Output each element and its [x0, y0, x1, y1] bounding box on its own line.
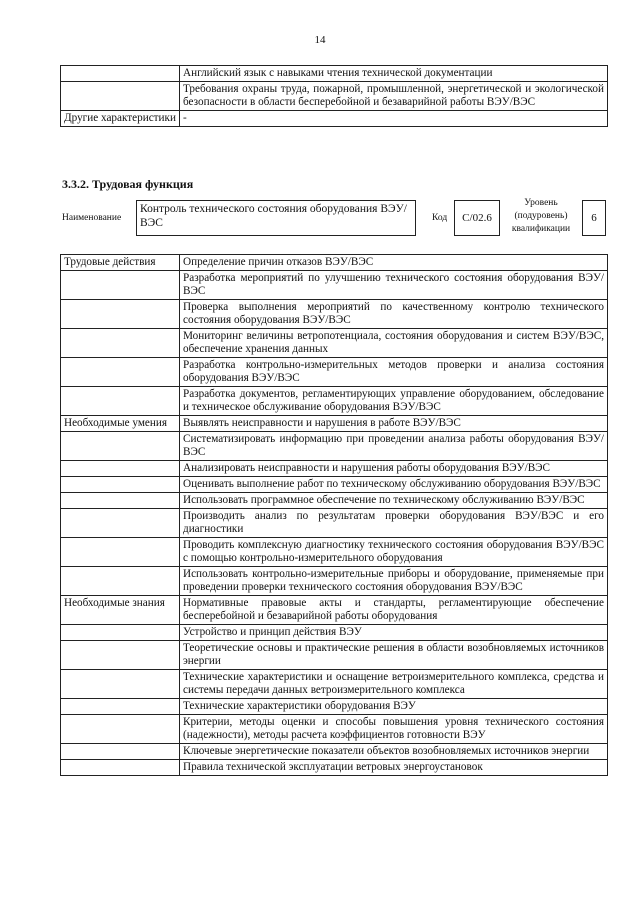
previous-function-table	[60, 65, 608, 127]
function-header	[60, 200, 608, 240]
table-cell: Разработка документов, регламентирующих управление оборудованием, обследование и техническое обслуживание оборудования ВЭУ/ВЭС	[180, 387, 608, 416]
group-label-cont	[61, 271, 180, 300]
table-cell: Выявлять неисправности и нарушения в работе ВЭУ/ВЭС	[180, 416, 608, 432]
table-cell: Технические характеристики оборудования ВЭУ	[180, 699, 608, 715]
table-cell: Английский язык с навыками чтения технической документации	[180, 66, 608, 82]
empty-label-cell	[61, 82, 180, 111]
table-cell: Требования охраны труда, пожарной, промышленной, энергетической и экологической безопасности в области бесперебойной и безаварийной работы ВЭУ/ВЭС	[180, 82, 608, 111]
table-cell: Правила технической эксплуатации ветровых энергоустановок	[180, 760, 608, 776]
group-label-cont	[61, 461, 180, 477]
group-label-cont	[61, 641, 180, 670]
code-label: Код	[432, 213, 448, 223]
group-label-cont	[61, 670, 180, 699]
table-cell: Определение причин отказов ВЭУ/ВЭС	[180, 255, 608, 271]
table-row	[61, 387, 608, 416]
group-label-cont	[61, 760, 180, 776]
table-row	[61, 715, 608, 744]
table-row	[61, 300, 608, 329]
labor-function-table	[60, 254, 608, 776]
group-label-cont	[61, 567, 180, 596]
table-row	[61, 744, 608, 760]
table-row	[61, 538, 608, 567]
table-row	[61, 509, 608, 538]
function-name: Контроль технического состояния оборудования ВЭУ/ВЭС	[136, 200, 416, 236]
table-row	[61, 416, 608, 432]
table-cell: Использовать контрольно-измерительные приборы и оборудование, применяемые при проведении проверки технического состояния оборудования ВЭУ/ВЭС	[180, 567, 608, 596]
table-row	[61, 477, 608, 493]
qualification-level-value: 6	[582, 200, 606, 236]
function-code: С/02.6	[454, 200, 500, 236]
group-label-cont	[61, 538, 180, 567]
table-cell: Устройство и принцип действия ВЭУ	[180, 625, 608, 641]
table-row	[61, 625, 608, 641]
other-characteristics-value: -	[180, 111, 608, 127]
table-cell: Ключевые энергетические показатели объектов возобновляемых источников энергии	[180, 744, 608, 760]
group-label-cont	[61, 329, 180, 358]
table-row	[61, 699, 608, 715]
group-label-cont	[61, 715, 180, 744]
table-row	[61, 567, 608, 596]
group-label-cont	[61, 509, 180, 538]
table-cell: Анализировать неисправности и нарушения работы оборудования ВЭУ/ВЭС	[180, 461, 608, 477]
empty-label-cell	[61, 66, 180, 82]
group-label: Необходимые знания	[61, 596, 180, 625]
name-label: Наименование	[62, 213, 122, 223]
table-row	[61, 432, 608, 461]
table-row	[61, 596, 608, 625]
section-heading: 3.3.2. Трудовая функция	[62, 177, 194, 191]
table-row	[61, 271, 608, 300]
table-row	[61, 461, 608, 477]
group-label-cont	[61, 493, 180, 509]
group-label-cont	[61, 358, 180, 387]
group-label-cont	[61, 744, 180, 760]
table-cell: Использовать программное обеспечение по техническому обслуживанию ВЭУ/ВЭС	[180, 493, 608, 509]
table-cell: Систематизировать информацию при проведении анализа работы оборудования ВЭУ/ВЭС	[180, 432, 608, 461]
table-row	[61, 760, 608, 776]
table-row	[61, 329, 608, 358]
table-row	[61, 641, 608, 670]
group-label-cont	[61, 432, 180, 461]
page-number: 14	[314, 34, 326, 46]
table-cell: Критерии, методы оценки и способы повышения уровня технического состояния (надежности), методы расчета коэффициентов готовности ВЭУ	[180, 715, 608, 744]
group-label-cont	[61, 387, 180, 416]
table-cell: Проводить комплексную диагностику технического состояния оборудования ВЭУ/ВЭС с помощью контрольно-измерительного оборудования	[180, 538, 608, 567]
group-label-cont	[61, 699, 180, 715]
table-cell: Технические характеристики и оснащение ветроизмерительного комплекса, средства и системы передачи данных ветроизмерительного комплекса	[180, 670, 608, 699]
table-row	[61, 358, 608, 387]
table-cell: Мониторинг величины ветропотенциала, состояния оборудования и систем ВЭУ/ВЭС, обеспечение хранения данных	[180, 329, 608, 358]
table-row	[61, 493, 608, 509]
table-cell: Разработка мероприятий по улучшению технического состояния оборудования ВЭУ/ВЭС	[180, 271, 608, 300]
group-label: Необходимые умения	[61, 416, 180, 432]
group-label: Трудовые действия	[61, 255, 180, 271]
table-cell: Оценивать выполнение работ по техническому обслуживанию оборудования ВЭУ/ВЭС	[180, 477, 608, 493]
qualification-level-label: Уровень (подуровень) квалификации	[511, 198, 571, 234]
table-row	[61, 255, 608, 271]
table-row	[61, 670, 608, 699]
table-cell: Производить анализ по результатам проверки оборудования ВЭУ/ВЭС и его диагностики	[180, 509, 608, 538]
table-cell: Разработка контрольно-измерительных методов проверки и анализа состояния оборудования ВЭУ/ВЭС	[180, 358, 608, 387]
table-cell: Проверка выполнения мероприятий по качественному контролю технического состояния оборудования ВЭУ/ВЭС	[180, 300, 608, 329]
other-characteristics-label: Другие характеристики	[61, 111, 180, 127]
group-label-cont	[61, 625, 180, 641]
table-cell: Теоретические основы и практические решения в области возобновляемых источников энергии	[180, 641, 608, 670]
group-label-cont	[61, 300, 180, 329]
group-label-cont	[61, 477, 180, 493]
table-cell: Нормативные правовые акты и стандарты, регламентирующие обеспечение бесперебойной и безаварийной работы оборудования	[180, 596, 608, 625]
